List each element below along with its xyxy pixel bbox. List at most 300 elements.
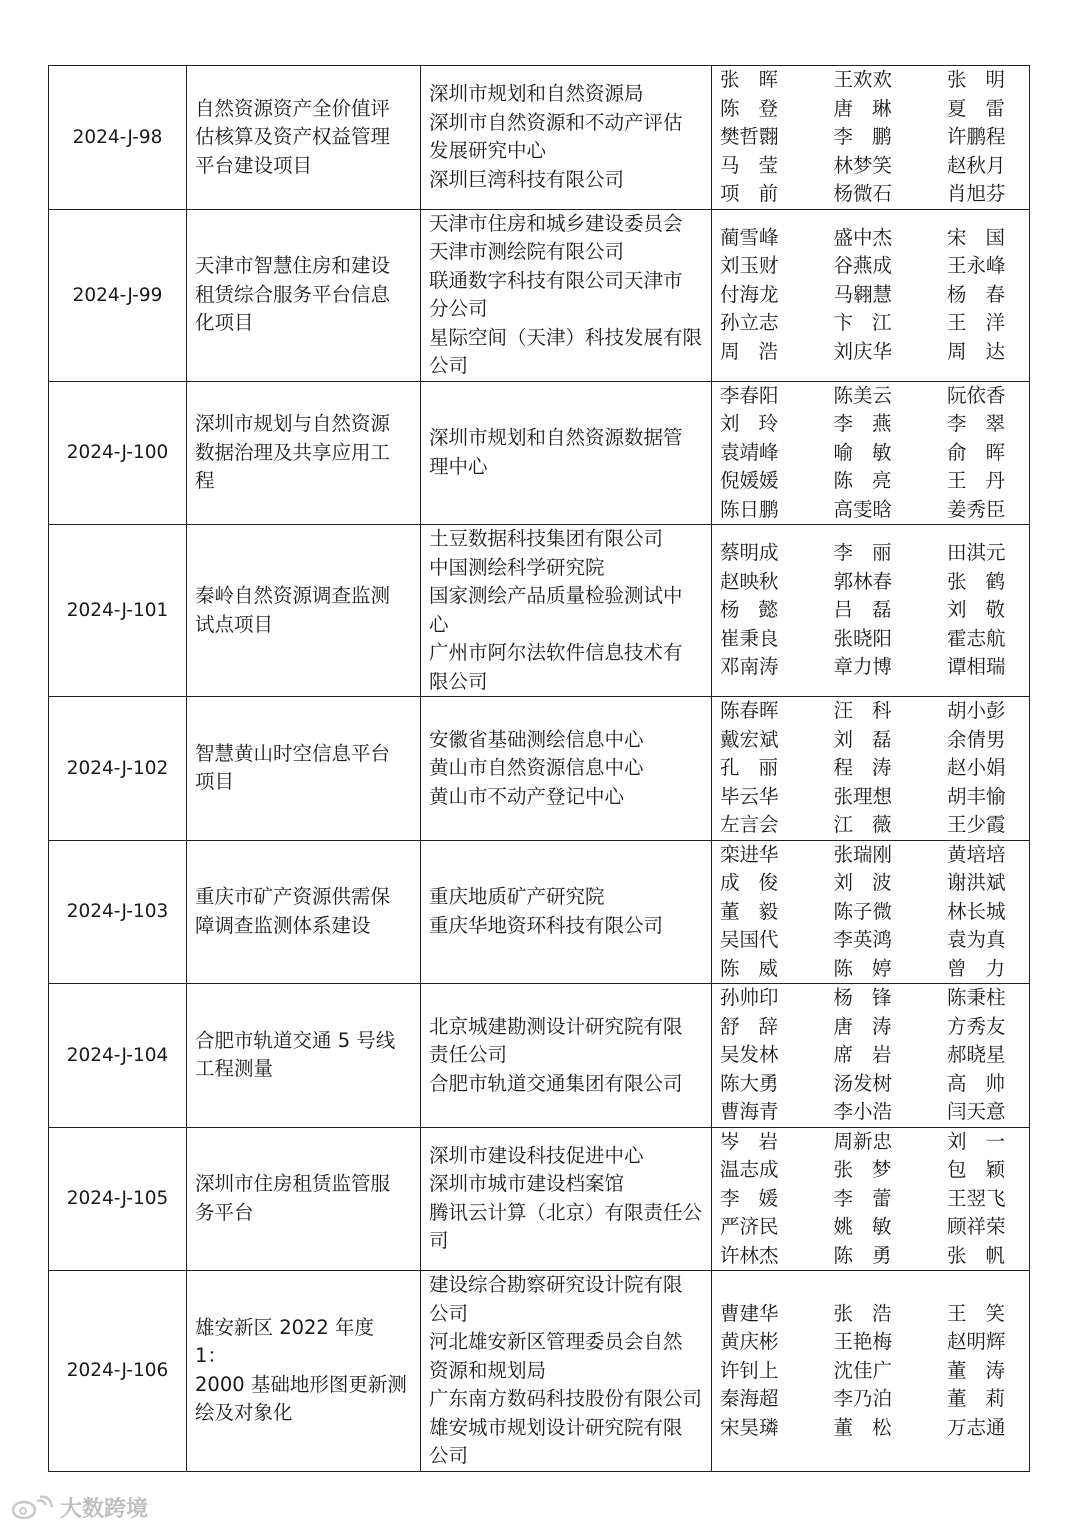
person-name (834, 1385, 948, 1414)
person-name-text: 张鹤 (947, 569, 1005, 593)
person-name (947, 726, 1021, 755)
project-id: 2024-J-106 (49, 1271, 187, 1472)
unit-line: 公司 (429, 1301, 469, 1325)
person-name-text: 林长城 (947, 899, 1006, 923)
person-name (947, 281, 1021, 310)
person-name-text: 肖旭芬 (947, 182, 1006, 205)
completing-units (421, 66, 712, 210)
person-name (947, 539, 1021, 568)
person-name-text: 毕云华 (720, 784, 779, 808)
person-name (947, 1328, 1021, 1357)
person-name (720, 382, 834, 411)
person-name-text: 宋国 (947, 225, 1005, 249)
unit-line: 公司 (429, 1444, 469, 1467)
person-name-text: 李春阳 (720, 383, 779, 407)
person-name-text: 谷燕成 (833, 254, 893, 278)
project-name (187, 209, 421, 381)
project-name-line: 绘及对象化 (195, 1401, 293, 1425)
person-name-text: 周新忠 (833, 1129, 893, 1153)
person-name (947, 1242, 1021, 1271)
project-name (187, 697, 421, 841)
unit-line: 分公司 (429, 297, 488, 320)
person-name (834, 869, 948, 898)
unit-line: 广东南方数码科技股份有限公司 (429, 1387, 703, 1410)
person-name (834, 439, 948, 468)
project-name-line: 数据治理及共享应用工 (195, 440, 391, 464)
person-name (834, 1156, 948, 1185)
unit-line: 黄山市不动产登记中心 (429, 784, 625, 808)
person-name (720, 1328, 834, 1357)
person-name-text: 倪媛媛 (720, 469, 779, 492)
person-name (947, 697, 1021, 726)
person-name (720, 180, 834, 209)
person-name-text: 栾进华 (720, 842, 779, 866)
person-name-text: 杨懿 (720, 598, 778, 622)
unit-line: 天津市测绘院有限公司 (429, 240, 625, 263)
project-id: 2024-J-100 (49, 381, 187, 525)
completing-units (421, 1127, 712, 1271)
person-name-text: 周浩 (720, 339, 778, 363)
project-name (187, 984, 421, 1128)
person-name-text: 王欢欢 (833, 68, 893, 91)
person-name-text: 曾力 (947, 956, 1005, 980)
table-row (49, 381, 1030, 525)
completing-units (421, 1271, 712, 1472)
person-name (834, 496, 948, 525)
project-id: 2024-J-99 (49, 209, 187, 381)
person-name (834, 1242, 948, 1271)
unit-line: 责任公司 (429, 1043, 508, 1066)
person-name-text: 宋昊璘 (720, 1415, 779, 1439)
person-name-text: 吕磊 (833, 598, 892, 622)
person-name (834, 568, 948, 597)
person-name-text: 盛中杰 (833, 225, 893, 249)
person-name (947, 1041, 1021, 1070)
project-id: 2024-J-101 (49, 525, 187, 697)
person-name-text: 张理想 (833, 784, 893, 808)
person-name-text: 赵映秋 (720, 569, 779, 593)
person-name-text: 夏雷 (947, 96, 1005, 120)
person-name (834, 180, 948, 209)
person-name-text: 吴发林 (720, 1043, 779, 1066)
completing-persons (712, 66, 1030, 210)
person-name-text: 王丹 (947, 469, 1005, 492)
person-name (720, 281, 834, 310)
person-name-text: 许林杰 (720, 1243, 779, 1267)
person-name (947, 783, 1021, 812)
person-name (720, 869, 834, 898)
person-name-text: 曹海青 (720, 1100, 779, 1123)
person-name-text: 董涛 (947, 1358, 1005, 1382)
project-name-line: 工程测量 (195, 1057, 274, 1081)
person-name (947, 66, 1021, 95)
unit-line: 深圳市规划和自然资源数据管 (429, 426, 683, 450)
person-name-text: 王少霞 (947, 813, 1006, 836)
table-row (49, 1127, 1030, 1271)
person-name-text: 俞晖 (947, 440, 1005, 464)
person-name-text: 江薇 (833, 813, 892, 836)
person-name-text: 沈佳广 (833, 1358, 893, 1382)
person-name-text: 谢洪斌 (947, 871, 1006, 894)
project-name-line: 估核算及资产权益管理 (195, 125, 391, 148)
person-name (947, 1156, 1021, 1185)
person-name-text: 郭林春 (833, 569, 893, 593)
person-name-text: 李乃泊 (833, 1387, 893, 1410)
person-name (720, 539, 834, 568)
person-name (834, 382, 948, 411)
person-name (720, 1156, 834, 1185)
unit-line: 司 (429, 1229, 449, 1253)
person-name-text: 王翌飞 (947, 1186, 1006, 1210)
person-name (720, 568, 834, 597)
project-name-line: 自然资源资产全价值评 (195, 96, 391, 120)
person-name-text: 陈春晖 (720, 699, 779, 722)
person-name-text: 陈亮 (833, 469, 892, 492)
person-name-text: 喻敏 (833, 440, 892, 464)
person-name-text: 蔺雪峰 (720, 225, 779, 249)
person-name (947, 309, 1021, 338)
person-name (720, 653, 834, 682)
person-name-text: 王洋 (947, 311, 1005, 335)
person-name (720, 697, 834, 726)
person-name-text: 唐琳 (833, 96, 892, 120)
person-name-text: 刘一 (947, 1129, 1005, 1153)
person-name-text: 陈秉柱 (947, 986, 1006, 1009)
person-name (720, 1213, 834, 1242)
unit-line: 建设综合勘察研究设计院有限 (429, 1273, 683, 1296)
person-name (720, 252, 834, 281)
person-name (947, 496, 1021, 525)
person-name-text: 袁靖峰 (720, 440, 779, 464)
person-name (720, 1300, 834, 1329)
person-name-text: 田淇元 (947, 541, 1006, 565)
person-name-text: 马莹 (720, 153, 778, 177)
person-name (720, 984, 834, 1013)
person-name-text: 孔丽 (720, 756, 778, 779)
unit-line: 资源和规划局 (429, 1358, 547, 1382)
table-row (49, 840, 1030, 984)
unit-line: 深圳市自然资源和不动产评估 (429, 110, 683, 134)
person-name (834, 726, 948, 755)
unit-line: 深圳市城市建设档案馆 (429, 1172, 625, 1196)
person-name (834, 596, 948, 625)
person-name-text: 崔秉良 (720, 626, 779, 650)
unit-line: 安徽省基础测绘信息中心 (429, 727, 644, 751)
project-id: 2024-J-102 (49, 697, 187, 841)
unit-line: 深圳市建设科技促进中心 (429, 1143, 644, 1167)
project-id: 2024-J-103 (49, 840, 187, 984)
person-name (947, 224, 1021, 253)
person-name-text: 左言会 (720, 813, 779, 836)
person-name (720, 95, 834, 124)
person-name-text: 方秀友 (947, 1014, 1006, 1038)
person-name-text: 霍志航 (947, 626, 1006, 650)
person-name-text: 成俊 (720, 871, 778, 894)
completing-units (421, 984, 712, 1128)
completing-units (421, 381, 712, 525)
person-name-text: 张浩 (833, 1301, 892, 1325)
table-row (49, 984, 1030, 1128)
person-name-text: 刘玉财 (720, 254, 779, 278)
project-name-line: 务平台 (195, 1200, 254, 1224)
project-name (187, 840, 421, 984)
person-name (834, 1013, 948, 1042)
unit-line: 广州市阿尔法软件信息技术有 (429, 641, 683, 664)
person-name (834, 410, 948, 439)
person-name (720, 152, 834, 181)
unit-line: 联通数字科技有限公司天津市 (429, 268, 683, 292)
unit-line: 合肥市轨道交通集团有限公司 (429, 1071, 683, 1095)
person-name-text: 郝晓星 (947, 1043, 1006, 1066)
table-row (49, 525, 1030, 697)
person-name-text: 陈日鹏 (720, 497, 779, 521)
watermark (10, 1492, 148, 1523)
project-name-line: 化项目 (195, 311, 254, 335)
person-name-text: 张瑞刚 (833, 842, 893, 866)
person-name-text: 邓南涛 (720, 655, 779, 679)
unit-line: 深圳巨湾科技有限公司 (429, 167, 625, 191)
unit-line: 发展研究中心 (429, 139, 547, 163)
person-name-text: 刘敬 (947, 598, 1005, 622)
person-name-text: 陈婷 (833, 956, 892, 980)
person-name-text: 姚敏 (833, 1215, 892, 1238)
project-name-line: 雄安新区 2022 年度 1： (195, 1315, 375, 1368)
completing-persons (712, 840, 1030, 984)
person-name (947, 1185, 1021, 1214)
completing-units (421, 525, 712, 697)
person-name (947, 1070, 1021, 1099)
person-name (947, 898, 1021, 927)
person-name-text: 曹建华 (720, 1301, 779, 1325)
person-name-text: 刘磊 (833, 727, 892, 751)
unit-line: 心 (429, 612, 449, 636)
person-name-text: 刘玲 (720, 412, 778, 435)
person-name (834, 1414, 948, 1443)
person-name-text: 王笑 (947, 1301, 1005, 1325)
person-name-text: 赵明辉 (947, 1330, 1006, 1353)
project-name-line: 天津市智慧住房和建设 (195, 254, 391, 278)
completing-persons (712, 525, 1030, 697)
person-name (947, 1385, 1021, 1414)
unit-line: 河北雄安新区管理委员会自然 (429, 1330, 683, 1353)
person-name-text: 温志成 (720, 1158, 779, 1181)
person-name-text: 陈大勇 (720, 1071, 779, 1095)
project-name-line: 深圳市住房租赁监管服 (195, 1172, 391, 1196)
person-name (720, 811, 834, 840)
person-name (947, 653, 1021, 682)
project-name (187, 1127, 421, 1271)
person-name (834, 955, 948, 984)
person-name (947, 1300, 1021, 1329)
table-row (49, 209, 1030, 381)
person-name (720, 841, 834, 870)
project-name-line: 2000 基础地形图更新测 (195, 1372, 407, 1396)
person-name (720, 1070, 834, 1099)
unit-line: 北京城建勘测设计研究院有限 (429, 1014, 683, 1038)
person-name-text: 黄培培 (947, 842, 1006, 866)
person-name (834, 1041, 948, 1070)
person-name-text: 许钊上 (720, 1358, 779, 1382)
person-name (834, 539, 948, 568)
person-name (947, 152, 1021, 181)
person-name (834, 252, 948, 281)
person-name (947, 1098, 1021, 1127)
person-name-text: 张明 (947, 68, 1005, 91)
person-name-text: 卞江 (833, 311, 892, 335)
unit-line: 深圳市规划和自然资源局 (429, 82, 644, 106)
project-name-line: 项目 (195, 770, 235, 794)
person-name (720, 66, 834, 95)
person-name-text: 蔡明成 (720, 541, 779, 565)
person-name (720, 123, 834, 152)
person-name-text: 王永峰 (947, 254, 1006, 278)
person-name (834, 1300, 948, 1329)
person-name (834, 1213, 948, 1242)
person-name (947, 1357, 1021, 1386)
person-name (834, 66, 948, 95)
person-name-text: 包颖 (947, 1158, 1005, 1181)
person-name-text: 岑岩 (720, 1129, 778, 1153)
person-name-text: 杨春 (947, 282, 1005, 306)
person-name (834, 898, 948, 927)
person-name-text: 李蕾 (833, 1186, 892, 1210)
project-name-line: 租赁综合服务平台信息 (195, 282, 391, 306)
person-name (720, 309, 834, 338)
person-name (720, 726, 834, 755)
person-name-text: 胡丰愉 (947, 784, 1006, 808)
person-name (834, 338, 948, 367)
person-name (834, 811, 948, 840)
person-name (947, 180, 1021, 209)
project-name-line: 平台建设项目 (195, 153, 313, 177)
person-name-text: 戴宏斌 (720, 727, 779, 751)
person-name (947, 123, 1021, 152)
person-name-text: 章力博 (833, 655, 893, 679)
person-name (720, 926, 834, 955)
person-name-text: 严济民 (720, 1215, 779, 1238)
person-name (947, 596, 1021, 625)
person-name (720, 1013, 834, 1042)
person-name (720, 338, 834, 367)
project-id: 2024-J-104 (49, 984, 187, 1128)
person-name-text: 樊哲翾 (720, 125, 779, 148)
person-name-text: 高帅 (947, 1071, 1005, 1095)
person-name-text: 秦海超 (720, 1387, 779, 1410)
person-name-text: 赵小娟 (947, 756, 1006, 779)
person-name (834, 697, 948, 726)
person-name (947, 754, 1021, 783)
project-name-line: 重庆市矿产资源供需保 (195, 885, 391, 909)
person-name (834, 1357, 948, 1386)
person-name-text: 王艳梅 (833, 1330, 893, 1353)
person-name-text: 李媛 (720, 1186, 778, 1210)
person-name (947, 869, 1021, 898)
person-name-text: 林梦笑 (833, 153, 893, 177)
person-name (947, 811, 1021, 840)
person-name (720, 1128, 834, 1157)
person-name (947, 955, 1021, 984)
person-name-text: 杨锋 (833, 986, 892, 1009)
project-name-line: 深圳市规划与自然资源 (195, 412, 391, 435)
person-name (947, 410, 1021, 439)
project-name-line: 合肥市轨道交通 5 号线 (195, 1028, 396, 1052)
person-name (720, 410, 834, 439)
project-name-line: 试点项目 (195, 612, 274, 636)
person-name (834, 1328, 948, 1357)
completing-units (421, 209, 712, 381)
completing-persons (712, 1271, 1030, 1472)
completing-persons (712, 984, 1030, 1128)
person-name (834, 625, 948, 654)
person-name (720, 1242, 834, 1271)
person-name-text: 闫天意 (947, 1100, 1006, 1123)
person-name-text: 张晖 (720, 68, 778, 91)
person-name-text: 项前 (720, 182, 778, 205)
person-name-text: 胡小彭 (947, 699, 1006, 722)
person-name (947, 1414, 1021, 1443)
unit-line: 黄山市自然资源信息中心 (429, 756, 644, 779)
person-name (720, 898, 834, 927)
project-name (187, 1271, 421, 1472)
person-name-text: 汤发树 (833, 1071, 893, 1095)
person-name-text: 席岩 (833, 1043, 892, 1066)
person-name (834, 653, 948, 682)
completing-units (421, 697, 712, 841)
person-name (834, 467, 948, 496)
project-id: 2024-J-98 (49, 66, 187, 210)
person-name-text: 余倩男 (947, 727, 1006, 751)
person-name-text: 阮依香 (947, 383, 1006, 407)
person-name (834, 984, 948, 1013)
person-name (947, 625, 1021, 654)
person-name-text: 李丽 (833, 541, 892, 565)
person-name (947, 252, 1021, 281)
person-name-text: 高雯晗 (833, 497, 893, 521)
unit-line: 公司 (429, 354, 469, 377)
unit-line: 中国测绘科学研究院 (429, 555, 605, 579)
person-name-text: 董松 (833, 1415, 892, 1439)
person-name-text: 董毅 (720, 899, 778, 923)
person-name-text: 万志通 (947, 1415, 1006, 1439)
person-name-text: 孙帅印 (720, 986, 779, 1009)
unit-line: 土豆数据科技集团有限公司 (429, 527, 664, 550)
person-name (720, 467, 834, 496)
project-name (187, 525, 421, 697)
unit-line: 天津市住房和城乡建设委员会 (429, 211, 683, 235)
person-name (834, 281, 948, 310)
person-name (720, 1098, 834, 1127)
person-name (834, 754, 948, 783)
person-name (834, 1128, 948, 1157)
person-name-text: 陈美云 (833, 383, 893, 407)
person-name (947, 1128, 1021, 1157)
award-table (48, 65, 1030, 1472)
completing-persons (712, 381, 1030, 525)
person-name-text: 陈威 (720, 956, 778, 980)
table-row (49, 697, 1030, 841)
person-name-text: 李翠 (947, 412, 1005, 435)
completing-persons (712, 1127, 1030, 1271)
person-name (720, 496, 834, 525)
person-name-text: 刘庆华 (833, 339, 893, 363)
person-name-text: 李小浩 (833, 1100, 893, 1123)
person-name (720, 1414, 834, 1443)
person-name (947, 984, 1021, 1013)
person-name-text: 袁为真 (947, 928, 1006, 951)
person-name-text: 许鹏程 (947, 125, 1006, 148)
person-name (947, 338, 1021, 367)
unit-line: 国家测绘产品质量检验测试中 (429, 584, 683, 607)
